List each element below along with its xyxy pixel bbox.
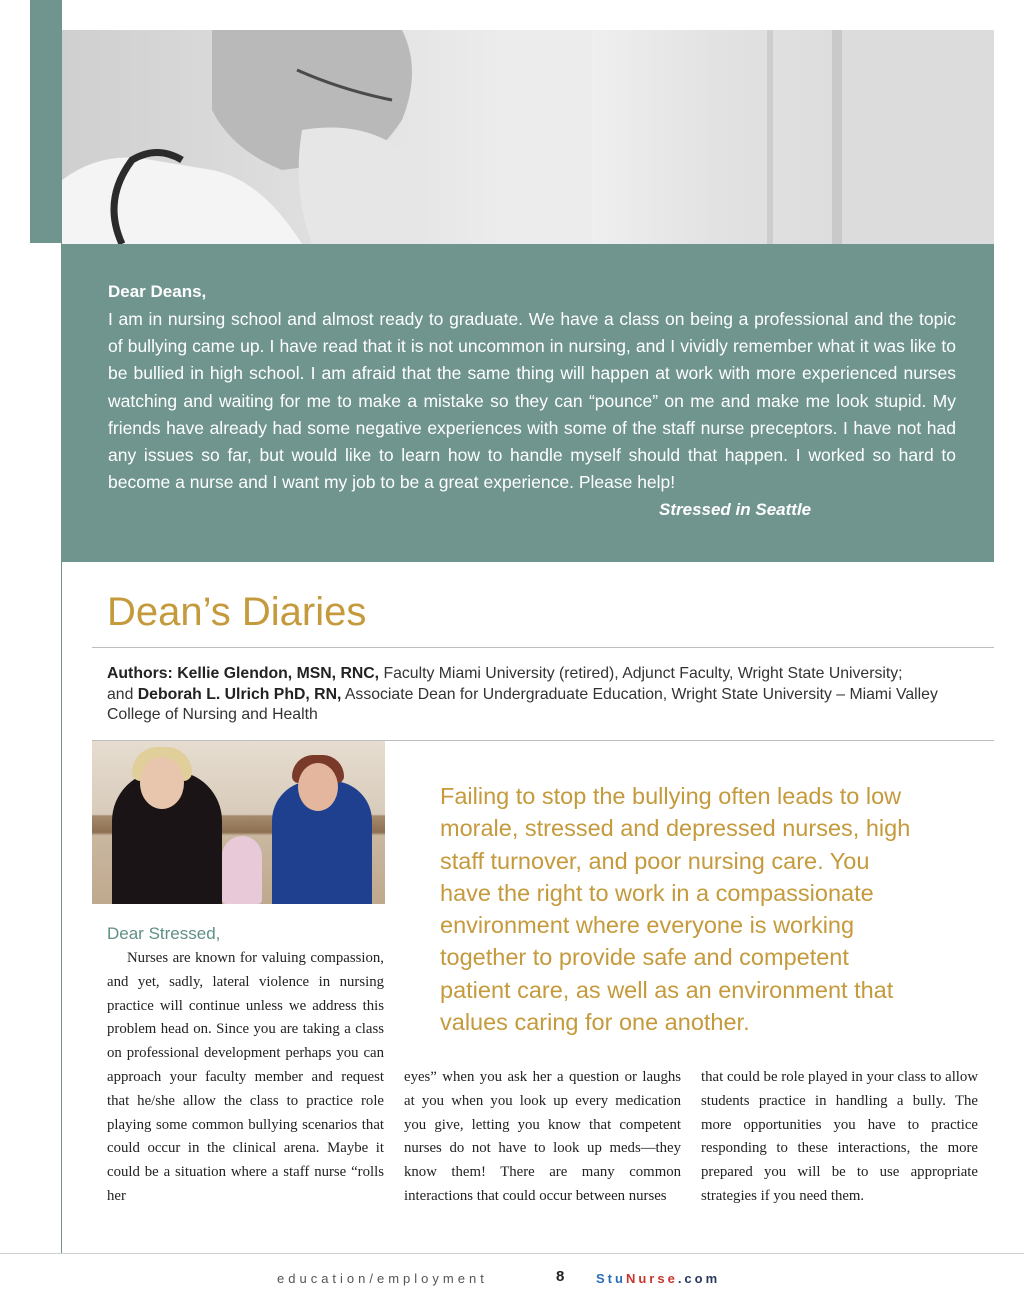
pull-quote: Failing to stop the bullying often leads to low morale, stressed and depressed nurses, high staff turnover, and poor nursing care. You have the right to work in a compassionate environment where everyone is working together to provide safe and competent patient care, as well as an environment that values caring for one another. [440, 783, 911, 1036]
reader-letter-box [62, 244, 994, 562]
brand-com: .com [677, 1271, 721, 1286]
column-text: Nurses are known for valuing compassion, and yet, sadly, lateral violence in nursing practice will continue unless we address this problem head on. Since you are taking a class on professional development perhaps you can approach your faculty member and request that he/she allow the class to practice role playing some common bullying scenarios that could occur in the clinical arena. Maybe it could be a situation where a staff nurse “rolls her [107, 950, 384, 1204]
author-face [298, 763, 338, 811]
footer-divider [0, 1253, 1024, 1254]
author2-name: Deborah L. Ulrich PhD, RN, [137, 685, 342, 703]
author-face [140, 757, 184, 809]
page-number: 8 [556, 1268, 565, 1285]
article-title: Dean’s Diaries [107, 590, 367, 634]
brand-stu: Stu [596, 1271, 626, 1286]
column-text: that could be role played in your class to allow students practice in handling a bully. The more opportunities you have to practice responding to these interactions, the more prepared you will be to use appropriate strategies if you need them. [701, 1069, 978, 1204]
letter-salutation: Dear Deans, [108, 282, 207, 301]
author-byline [107, 664, 977, 726]
brand-nurse: Nurse [625, 1271, 678, 1286]
footer-brand-logo [596, 1271, 720, 1286]
footer-section-label: education/employment [277, 1271, 488, 1286]
author2-affiliation: Associate Dean for Undergraduate Education, Wright State University – Miami Valley College of Nursing and Health [107, 685, 938, 723]
author1-affiliation: Faculty Miami University (retired), Adjunct Faculty, Wright State University; [379, 665, 903, 682]
nurse-figure [62, 30, 994, 244]
article-column-1 [107, 947, 384, 1209]
authors-photo [92, 741, 385, 904]
column-text: eyes” when you ask her a question or laughs at you when you look up every medication you give, letting you know that competent nurses do not have to look up meds—they know them! There are many common interactions that could occur between nurses [404, 1069, 681, 1204]
letter-signature: Stressed in Seattle [659, 500, 812, 519]
reply-salutation: Dear Stressed, [107, 924, 221, 943]
divider [92, 647, 994, 648]
left-accent-bar [30, 0, 62, 243]
byline-and: and [107, 685, 138, 703]
article-column-2 [404, 1066, 681, 1209]
header-photo-nurse [62, 30, 994, 244]
author1-name: Authors: Kellie Glendon, MSN, RNC, [107, 665, 380, 682]
article-column-3 [701, 1066, 978, 1209]
flowers [222, 836, 262, 904]
letter-body: I am in nursing school and almost ready to graduate. We have a class on being a professional and the topic of bullying came up. I have read that it is not uncommon in nursing, and I vividly remember what it was like to be bullied in high school. I am afraid that the same thing will happen at work with more experienced nurses watching and waiting for me to make a mistake so they can “pounce” on me and make me look stupid. My friends have already had some negative experiences with some of the staff nurse preceptors. I have not had any issues so far, but would like to learn how to handle myself should that happen. I worked so hard to become a nurse and I want my job to be a great experience. Please help! [108, 309, 956, 493]
